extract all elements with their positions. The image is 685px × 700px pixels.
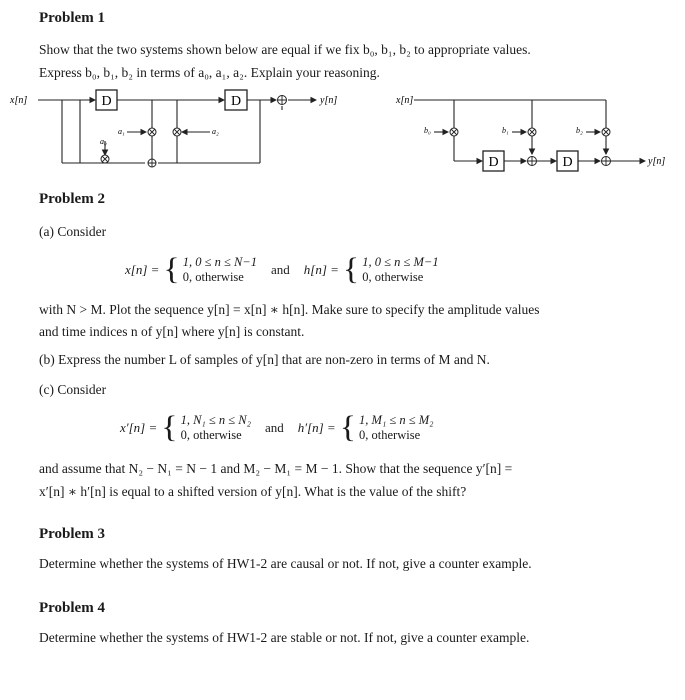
eq2-rhs-lhs: h′[n] = (297, 420, 336, 435)
part-b-text: (b) Express the number L of samples of y[n] that are non-zero in terms of M and N. (39, 352, 490, 367)
part-a-label: (a) Consider (39, 224, 107, 239)
eq2-case-2: 0, otherwise (180, 428, 242, 442)
problem-3-title: Problem 3 (39, 526, 105, 542)
delay-right-label-2: D (562, 155, 573, 170)
delay-label-1: D (101, 94, 112, 109)
problem-3-text: Determine whether the systems of HW1-2 are causal or not. If not, give a counter example. (39, 556, 532, 571)
part-c-text-1: and assume that N₂ − N₁ = N − 1 and M₂ − M₁ = M − 1. Show that the sequence y′[n] = (39, 461, 513, 476)
gain-a2-label: a₂ (212, 127, 219, 136)
eq1-brace-2: { (342, 252, 360, 287)
eq1-brace: { (163, 252, 180, 287)
eq1-rcase-1: 1, 0 ≤ n ≤ M−1 (362, 255, 439, 269)
right-input-label: x[n] (396, 95, 414, 106)
gain-b2-label: b₂ (576, 126, 583, 135)
eq2-case-1: 1, N₁ ≤ n ≤ N₂ (180, 413, 251, 427)
eq1-case-2: 0, otherwise (182, 270, 244, 284)
problem-1-line-2: Express b₀, b₁, b₂ in terms of a₀, a₁, a₂. Explain your reasoning. (39, 65, 380, 80)
gain-a0-label: a₀ (100, 137, 107, 146)
delay-label-2: D (230, 94, 242, 109)
eq2-lhs: x′[n] = (120, 420, 158, 435)
eq1-case-1: 1, 0 ≤ n ≤ N−1 (182, 255, 257, 269)
part-a-text-2: and time indices n of y[n] where y[n] is constant. (39, 324, 305, 339)
left-output-label: y[n] (320, 95, 338, 106)
eq1-lhs: x[n] = (125, 262, 160, 277)
problem-4-text: Determine whether the systems of HW1-2 are stable or not. If not, give a counter example. (39, 630, 530, 645)
gain-b1-label: b₁ (502, 126, 509, 135)
delay-right-label-1: D (488, 155, 499, 170)
eq2-brace: { (161, 410, 178, 445)
problem-4-title: Problem 4 (39, 600, 105, 616)
eq1-rcase-2: 0, otherwise (362, 270, 424, 284)
eq2-rcase-2: 0, otherwise (359, 428, 421, 442)
eq1-and: and (271, 262, 290, 277)
problem-1-line-1: Show that the two systems shown below are equal if we fix b₀, b₁, b₂ to appropriate values. (39, 42, 531, 57)
part-c-text-2: x′[n] ∗ h′[n] is equal to a shifted version of y[n]. What is the value of the shift? (39, 484, 467, 499)
equation-2 (120, 411, 434, 445)
part-c-label: (c) Consider (39, 382, 107, 397)
left-input-label: x[n] (10, 95, 28, 106)
right-output-label: y[n] (648, 156, 666, 167)
eq2-rcase-1: 1, M₁ ≤ n ≤ M₂ (359, 413, 434, 427)
eq2-and: and (264, 420, 284, 435)
eq1-rhs-lhs: h[n] = (303, 262, 339, 277)
gain-a1-label: a₁ (118, 127, 125, 136)
block-diagram-left (0, 86, 345, 176)
block-diagram-right (390, 86, 685, 181)
gain-b0-label: b₀ (424, 126, 431, 135)
problem-1-title: Problem 1 (39, 10, 105, 26)
eq2-brace-2: { (339, 410, 357, 445)
part-a-text-1: with N > M. Plot the sequence y[n] = x[n] ∗ h[n]. Make sure to specify the amplitude values (39, 302, 540, 317)
problem-2-title: Problem 2 (39, 191, 105, 207)
equation-1 (125, 253, 439, 287)
